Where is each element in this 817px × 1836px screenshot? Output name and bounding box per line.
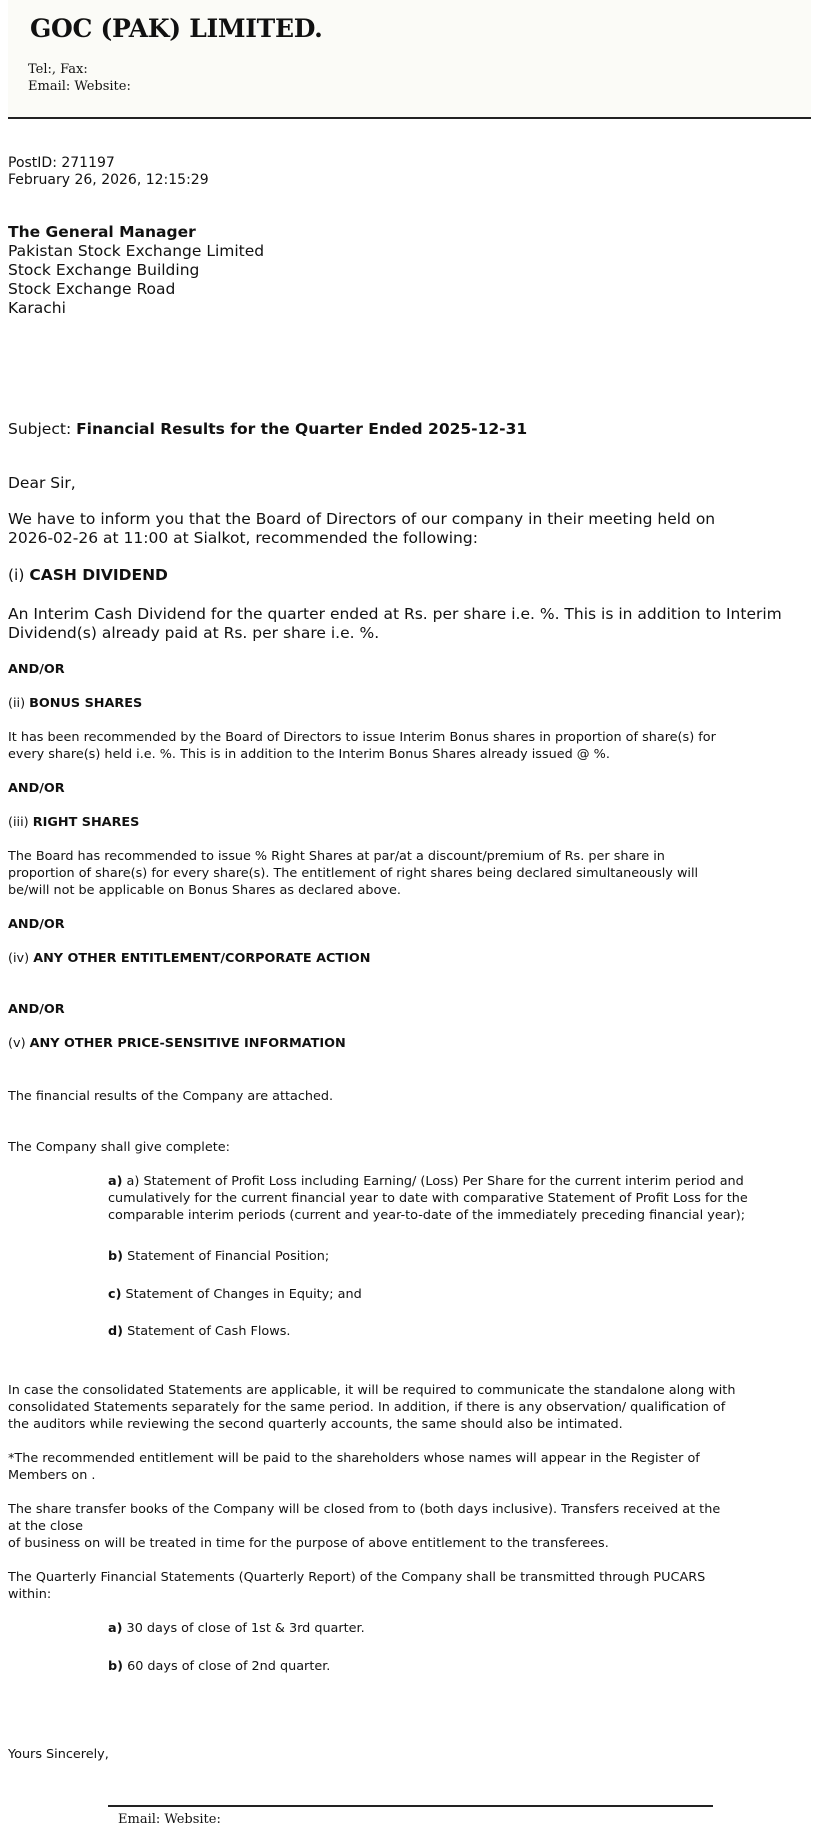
section-title: CASH DIVIDEND [29, 566, 168, 584]
other-entitlement-heading [8, 950, 371, 967]
item-label: a) [108, 1174, 123, 1189]
results-attached-text: The financial results of the Company are attached. [8, 1089, 334, 1104]
contact-tel-fax: Tel:, Fax: [28, 62, 88, 77]
entitlement-note: Members on . [8, 1468, 96, 1483]
section-number: (iii) [8, 815, 33, 830]
item-text: 30 days of close of 1st & 3rd quarter. [122, 1621, 365, 1636]
footer-divider [108, 1805, 713, 1807]
cash-dividend-heading [8, 566, 168, 585]
consolidated-text: In case the consolidated Statements are applicable, it will be required to communicate the standalone along with [8, 1383, 736, 1398]
salutation: Dear Sir, [8, 474, 76, 492]
item-text: Statement of Changes in Equity; and [121, 1287, 362, 1302]
subject-line [8, 420, 527, 439]
addressee-line: Stock Exchange Building [8, 261, 200, 279]
section-title: RIGHT SHARES [32, 815, 140, 830]
addressee-line: Pakistan Stock Exchange Limited [8, 242, 265, 260]
closing-text: Yours Sincerely, [8, 1747, 109, 1762]
section-number: (iv) [8, 951, 34, 966]
item-text: 60 days of close of 2nd quarter. [123, 1659, 331, 1674]
transfer-books-text: of business on will be treated in time for the purpose of above entitlement to the transferees. [8, 1536, 609, 1551]
deadline-item-b [108, 1658, 330, 1675]
item-label: b) [108, 1659, 124, 1674]
and-or-label: AND/OR [8, 662, 65, 677]
addressee-line: Karachi [8, 299, 66, 317]
cash-dividend-text: Dividend(s) already paid at Rs. per share i.e. %. [8, 624, 380, 642]
item-label: a) [108, 1621, 123, 1636]
bonus-text: every share(s) held i.e. %. This is in addition to the Interim Bonus Shares already issued @ %. [8, 747, 610, 762]
price-sensitive-heading [8, 1035, 346, 1052]
addressee-line: Stock Exchange Road [8, 280, 176, 298]
subject-text: Financial Results for the Quarter Ended 2025-12-31 [76, 420, 528, 438]
item-label: d) [108, 1324, 124, 1339]
intro-line: We have to inform you that the Board of Directors of our company in their meeting held on [8, 510, 716, 528]
right-shares-heading [8, 814, 139, 831]
bonus-text: It has been recommended by the Board of Directors to issue Interim Bonus shares in proportion of share(s) for [8, 730, 716, 745]
item-text: Statement of Financial Position; [123, 1249, 330, 1264]
right-shares-text: proportion of share(s) for every share(s). The entitlement of right shares being declared simultaneously will [8, 866, 699, 881]
and-or-label: AND/OR [8, 1002, 65, 1017]
section-number: (v) [8, 1036, 30, 1051]
right-shares-text: The Board has recommended to issue % Right Shares at par/at a discount/premium of Rs. per share in [8, 849, 665, 864]
entitlement-note: *The recommended entitlement will be paid to the shareholders whose names will appear in the Register of [8, 1451, 700, 1466]
footer-contact: Email: Website: [118, 1812, 221, 1827]
section-title: BONUS SHARES [29, 696, 143, 711]
post-datetime: February 26, 2026, 12:15:29 [8, 172, 209, 188]
item-label: b) [108, 1249, 124, 1264]
cash-dividend-text: An Interim Cash Dividend for the quarter ended at Rs. per share i.e. %. This is in addition to Interim [8, 605, 782, 623]
pucars-text: The Quarterly Financial Statements (Quarterly Report) of the Company shall be transmitted through PUCARS [8, 1570, 706, 1585]
section-number: (i) [8, 566, 30, 584]
statement-item-a [108, 1173, 744, 1190]
intro-line: 2026-02-26 at 11:00 at Sialkot, recommended the following: [8, 529, 478, 547]
company-name: GOC (PAK) LIMITED. [30, 14, 323, 43]
contact-email-website: Email: Website: [28, 79, 131, 94]
section-title: ANY OTHER ENTITLEMENT/CORPORATE ACTION [33, 951, 371, 966]
addressee-title: The General Manager [8, 223, 196, 241]
bonus-heading [8, 695, 142, 712]
consolidated-text: consolidated Statements separately for the same period. In addition, if there is any observation/ qualification of [8, 1400, 726, 1415]
transfer-books-text: at the close [8, 1519, 83, 1534]
post-id: PostID: 271197 [8, 155, 115, 171]
subject-label: Subject: [8, 420, 77, 438]
statement-item-a-text: comparable interim periods (current and year-to-date of the immediately preceding financial year); [108, 1208, 746, 1223]
pucars-text: within: [8, 1587, 52, 1602]
and-or-label: AND/OR [8, 917, 65, 932]
statement-item-b [108, 1248, 329, 1265]
statement-item-d [108, 1323, 290, 1340]
header-divider [8, 117, 811, 119]
statement-item-c [108, 1286, 362, 1303]
transfer-books-text: The share transfer books of the Company will be closed from to (both days inclusive). Transfers received at the [8, 1502, 721, 1517]
right-shares-text: be/will not be applicable on Bonus Shares as declared above. [8, 883, 401, 898]
complete-intro-text: The Company shall give complete: [8, 1140, 230, 1155]
and-or-label: AND/OR [8, 781, 65, 796]
item-label: c) [108, 1287, 122, 1302]
item-text: Statement of Cash Flows. [123, 1324, 291, 1339]
item-text: a) Statement of Profit Loss including Earning/ (Loss) Per Share for the current interim period and [122, 1174, 744, 1189]
deadline-item-a [108, 1620, 365, 1637]
section-title: ANY OTHER PRICE-SENSITIVE INFORMATION [29, 1036, 346, 1051]
section-number: (ii) [8, 696, 30, 711]
consolidated-text: the auditors while reviewing the second quarterly accounts, the same should also be intimated. [8, 1417, 623, 1432]
statement-item-a-text: cumulatively for the current financial year to date with comparative Statement of Profit Loss for the [108, 1191, 748, 1206]
